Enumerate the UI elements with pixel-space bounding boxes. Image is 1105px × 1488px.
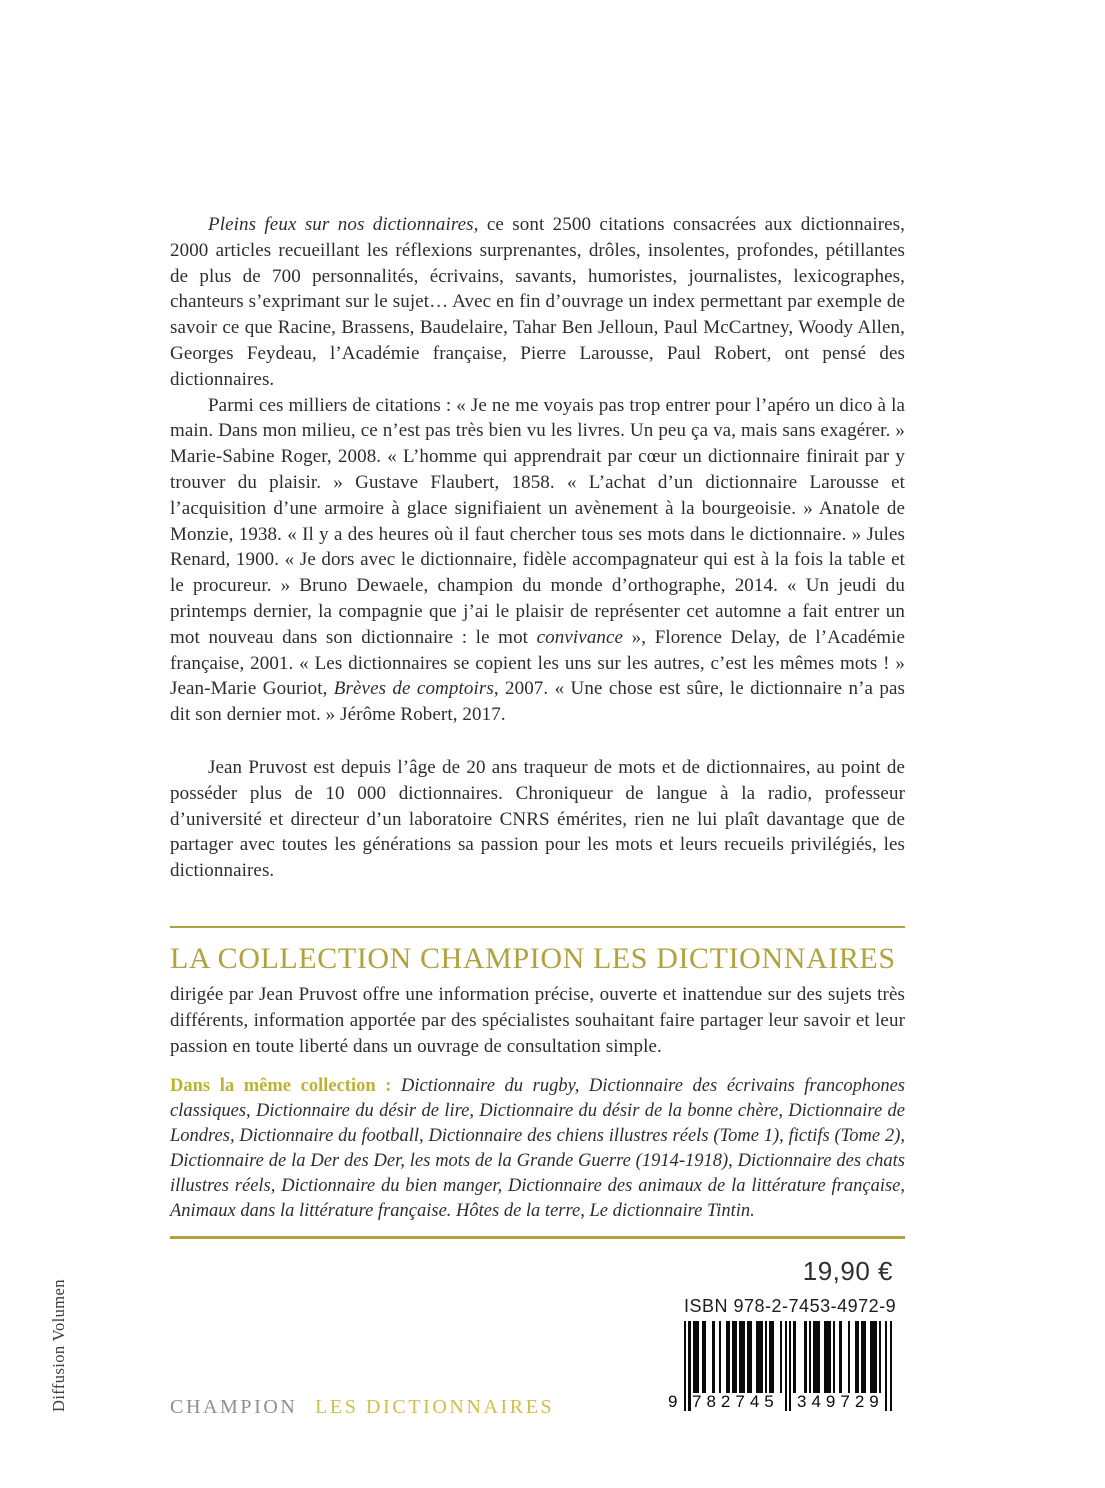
citations-paragraph: Parmi ces milliers de citations : « Je ne me voyais pas trop entrer pour l’apéro un dico à la main. Dans mon milieu, ce n’est pas très bien vu les livres. Un peu ça va, mais sans exagérer. » Marie-Sabine Roger, 2008. « L’homme qui apprendrait par cœur un dictionnaire finirait par y trouver du plaisir. » Gustave Flaubert, 1858. « L’achat d’un dictionnaire Larousse et l’acquisition d’une armoire à glace signifiaient un avènement à la bourgeoisie. » Anatole de Monzie, 1938. « Il y a des heures où il faut chercher tous ses mots dans le dictionnaire. » Jules Renard, 1900. « Je dors avec le dictionnaire, fidèle accompagnateur qui est à la fois la table et le procureur. » Bruno Dewaele, champion du monde d’orthographe, 2014. « Un jeudi du printemps dernier, la compagnie que j’ai le plaisir de représenter cet automne a fait entrer un mot nouveau dans son dictionnaire : le mot convivance », Florence Delay, de l’Académie française, 2001. « Les dictionnaires se copient les uns sur les autres, c’est les mêmes mots ! » Jean-Marie Gouriot, Brèves de comptoirs, 2007. « Une chose est sûre, le dictionnaire n’a pas dit son dernier mot. » Jérôme Robert, 2017. (170, 394, 905, 726)
author-bio-paragraph: Jean Pruvost est depuis l’âge de 20 ans traqueur de mots et de dictionnaires, au point de posséder plus de 10 000 dictionnaires. Chroniqueur de langue à la radio, professeur d’université et directeur d’un laboratoire CNRS émérites, rien ne lui plaît davantage que de partager avec toutes les générations sa passion pour les mots et leurs recueils privilégiés, les dictionnaires. (170, 756, 905, 882)
same-collection-paragraph (170, 1074, 905, 1224)
distributor-note: Diffusion Volumen (49, 1279, 68, 1412)
publisher-name: CHAMPION (170, 1396, 298, 1418)
ean13-barcode (668, 1321, 893, 1411)
same-collection-label: Dans la même collection : (170, 1076, 402, 1097)
synopsis-paragraph: Pleins feux sur nos dictionnaires, ce sont 2500 citations consacrées aux dictionnaires, 2000 articles recueillant les réflexions surprenantes, drôles, insolentes, profondes, pétillantes de plus de 700 personnalités, écrivains, savants, humoristes, journalistes, lexicographes, chanteurs s’exprimant sur le sujet… Avec en fin d’ouvrage un index permettant par exemple de savoir ce que Racine, Brassens, Baudelaire, Tahar Ben Jelloun, Paul McCartney, Woody Allen, Georges Feydeau, l’Académie française, Pierre Larousse, Paul Robert, ont pensé des dictionnaires. (170, 214, 906, 390)
same-collection-titles: Dictionnaire du rugby, Dictionnaire des écrivains francophones classiques, Dictionnaire du désir de lire, Dictionnaire du désir de la bonne chère, Dictionnaire de Londres, Dictionnaire du football, Dictionnaire des chiens illustres réels (Tome 1), fictifs (Tome 2), Dictionnaire de la Der des Der, les mots de la Grande Guerre (1914-1918), Dictionnaire des chats illustres réels, Dictionnaire du bien manger, Dictionnaire des animaux de la littérature française, Animaux dans la littérature française. Hôtes de la terre, Le dictionnaire Tintin. (170, 1076, 905, 1222)
divider-top (170, 926, 905, 929)
imprint-footer (170, 1396, 554, 1419)
collection-name: LES DICTIONNAIRES (315, 1396, 555, 1418)
barcode-block (668, 1296, 897, 1411)
main-text-column (170, 212, 905, 1239)
collection-description: dirigée par Jean Pruvost offre une information précise, ouverte et inattendue sur des sujets très différents, information apportée par des spécialistes souhaitant faire partager leur savoir et leur passion en toute liberté dans un ouvrage de consultation simple. (170, 984, 905, 1058)
divider-bottom (170, 1236, 905, 1239)
barcode-right-digits: 349729 (797, 1392, 884, 1411)
price: 19,90 € (802, 1256, 893, 1286)
barcode-lead-digit: 9 (668, 1392, 678, 1411)
isbn-label: ISBN 978-2-7453-4972-9 (684, 1296, 897, 1316)
barcode-left-digits: 782745 (692, 1392, 779, 1411)
collection-heading: LA COLLECTION CHAMPION LES DICTIONNAIRES (170, 942, 896, 976)
